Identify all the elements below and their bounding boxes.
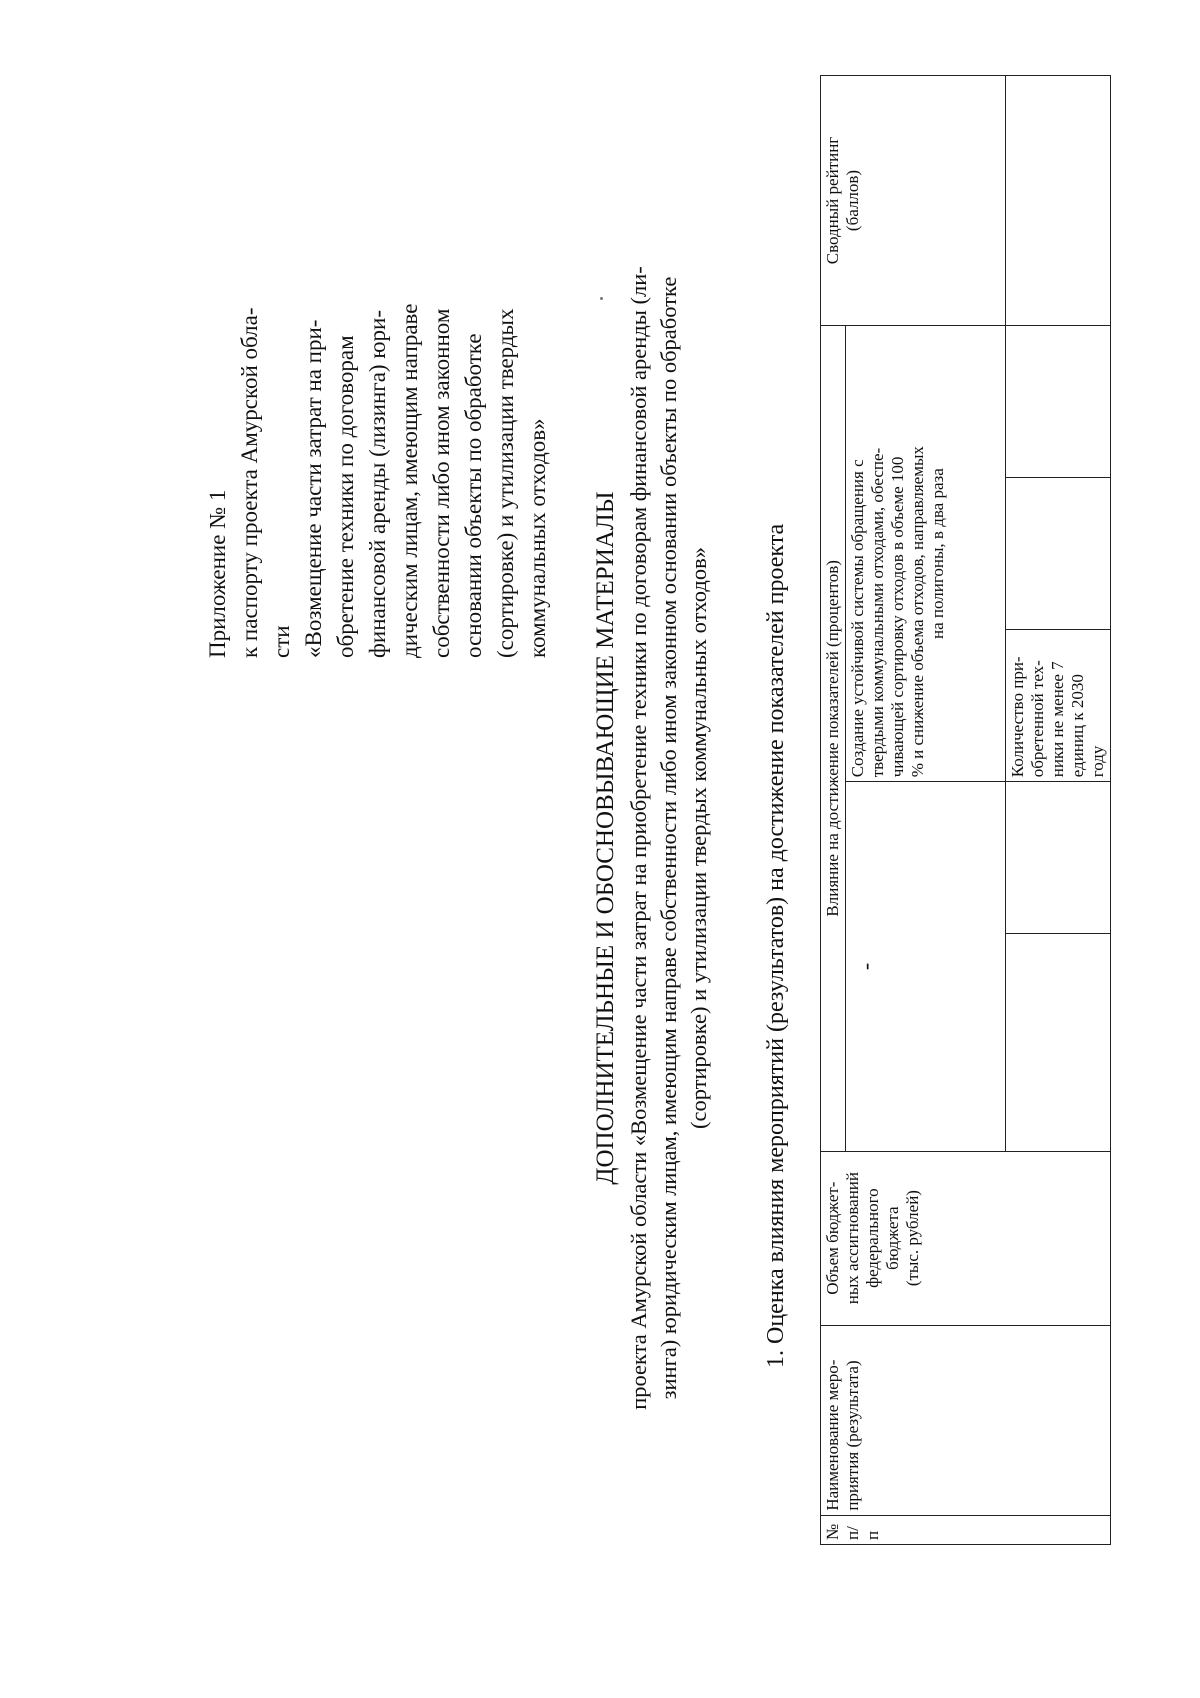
document-heading <box>590 198 714 1478</box>
table-cell <box>1006 325 1111 477</box>
indicator-cell-2: Количество при- обретенной тех- ники не менее 7 единиц к 2030 году <box>1006 630 1111 782</box>
table-header-row <box>821 76 846 1545</box>
table-cell <box>1006 478 1111 630</box>
table-cell <box>1006 934 1111 1151</box>
annex-number: Приложение № 1 <box>205 489 230 658</box>
annex-block <box>202 238 554 658</box>
influence-table <box>820 75 1111 1545</box>
indicator-1-text: Создание устойчивой системы обращения с твердыми коммунальными отходами, обеспе- чивающей сортировку отходов в объеме 100 % и снижение объема отходов, направляемых <box>848 446 927 778</box>
table-cell <box>1006 76 1111 326</box>
document-title: ДОПОЛНИТЕЛЬНЫЕ И ОБОСНОВЫВАЮЩИЕ МАТЕРИАЛЫ <box>592 491 619 1185</box>
indicator-cell-1 <box>846 325 1006 781</box>
document-subtitle-line: проекта Амурской области «Возмещение части затрат на приобретение техники по договорам финансовой аренды (ли- <box>626 266 651 1410</box>
annex-reference: к паспорту проекта Амурской обла- сти <box>237 307 294 658</box>
annex-project-title: «Возмещение части затрат на при- обретение техники по договорам финансовой аренды (лизинга) юри- дическим лицам, имеющим направе собственности либо ином законном основании объекты по обработке (сортировке) и утилизации твердых коммунальных отходов» <box>301 303 550 658</box>
indicator-1-tail: на полигоны, в два раза <box>928 468 947 639</box>
dash-cell: - <box>846 782 1006 1151</box>
header-influence: Влияние на достижение показателей (процентов) <box>821 325 846 1151</box>
header-number: № п/п <box>821 1515 1111 1544</box>
header-measure-name: Наименование меро- приятия (результата) <box>821 1325 1111 1515</box>
document-subtitle-line: (сортировке) и утилизации твердых коммунальных отходов» <box>686 547 711 1129</box>
section-title: 1. Оценка влияния мероприятий (результатов) на достижение показателей проекта <box>763 523 789 1368</box>
document-subtitle-line: зинга) юридическим лицам, имеющим направе собственности либо ином законном основании объекты по обработке <box>656 276 681 1400</box>
table-cell <box>1006 782 1111 934</box>
header-budget-volume: Объем бюджет- ных ассигнований федерального бюджета (тыс. рублей) <box>821 1151 1111 1325</box>
header-summary-rating: Сводный рейтинг (баллов) <box>821 76 1006 326</box>
